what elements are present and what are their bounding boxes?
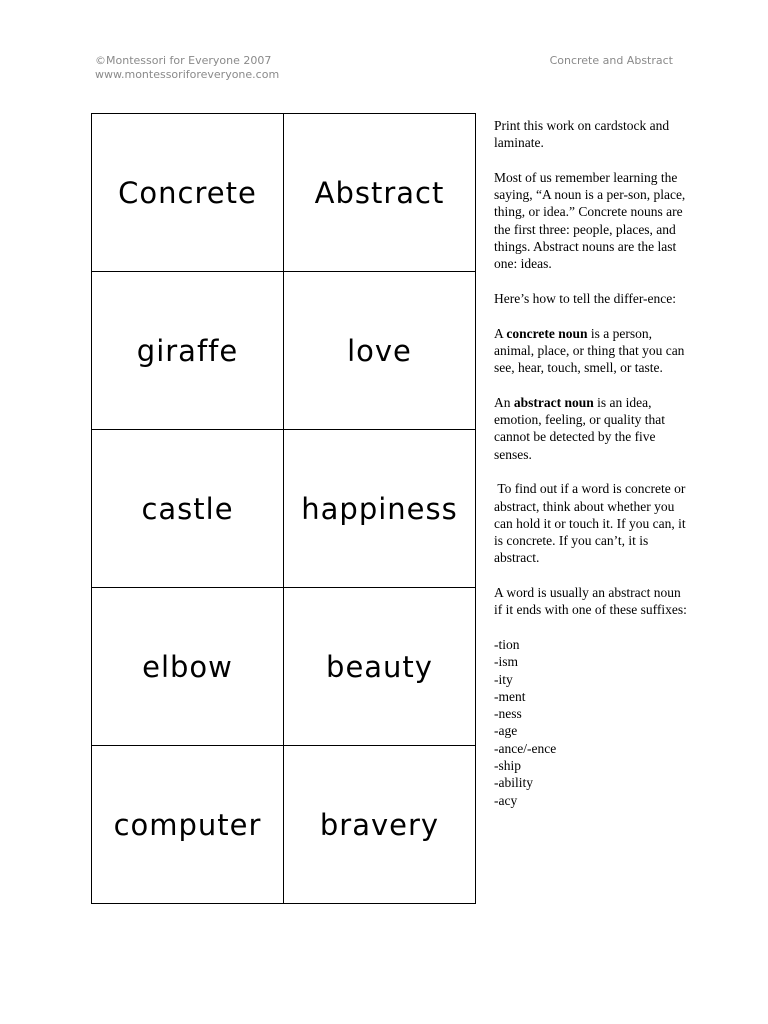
card-concrete: computer	[92, 746, 284, 904]
card-header-concrete: Concrete	[92, 114, 284, 272]
instruction-noun-saying: Most of us remember learning the saying, “A noun is a per-son, place, thing, or idea.” Concrete nouns are the first three: people, places, and things. Abstract nouns are the last one: ideas.	[494, 169, 686, 272]
term-concrete-noun: concrete noun	[506, 325, 588, 341]
term-abstract-noun: abstract noun	[513, 394, 594, 410]
card-header-abstract: Abstract	[284, 114, 476, 272]
instruction-print: Print this work on cardstock and laminate.	[494, 118, 670, 151]
document-title: Concrete and Abstract	[549, 54, 673, 67]
card-concrete: castle	[92, 430, 284, 588]
definition-prefix: An	[494, 394, 514, 410]
suffix-item: -ness	[494, 706, 522, 722]
definition-text: is a person, animal, place, or thing that you can see, hear, touch, smell, or taste.	[494, 325, 685, 376]
page-header-left	[95, 54, 279, 82]
definition-abstract-noun	[494, 394, 690, 463]
suffix-item: -age	[494, 723, 518, 739]
suffix-item: -acy	[494, 792, 518, 808]
noun-cards-grid	[91, 113, 476, 904]
website-text: www.montessoriforeveryone.com	[95, 68, 280, 81]
suffix-item: -tion	[494, 636, 520, 652]
card-row	[92, 430, 476, 588]
suffix-item: -ability	[494, 775, 533, 791]
card-row	[92, 588, 476, 746]
suffix-item: -ity	[494, 671, 513, 687]
card-row	[92, 746, 476, 904]
card-concrete: elbow	[92, 588, 284, 746]
card-row	[92, 114, 476, 272]
card-row	[92, 272, 476, 430]
suffix-item: -ism	[494, 654, 519, 670]
suffix-item: -ment	[494, 688, 526, 704]
instruction-hold-touch: To find out if a word is concrete or abstract, think about whether you can hold it or touch it. If you can, it is concrete. If you can’t, it is abstract.	[494, 481, 689, 566]
definition-text: is an idea, emotion, feeling, or quality that cannot be detected by the five senses.	[494, 394, 665, 462]
card-abstract: bravery	[284, 746, 476, 904]
card-abstract: beauty	[284, 588, 476, 746]
instruction-suffixes-intro: A word is usually an abstract noun if it ends with one of these suffixes:	[494, 585, 687, 618]
instructions-column	[494, 117, 690, 809]
card-abstract: happiness	[284, 430, 476, 588]
card-abstract: love	[284, 272, 476, 430]
copyright-text: ©Montessori for Everyone 2007	[95, 54, 272, 67]
suffix-item: -ship	[494, 757, 521, 773]
definition-prefix: A	[494, 325, 507, 341]
suffix-item: -ance/-ence	[494, 740, 557, 756]
card-concrete: giraffe	[92, 272, 284, 430]
suffix-list	[494, 636, 690, 809]
definition-concrete-noun	[494, 325, 690, 377]
instruction-how-to-tell: Here’s how to tell the differ-ence:	[494, 290, 677, 306]
